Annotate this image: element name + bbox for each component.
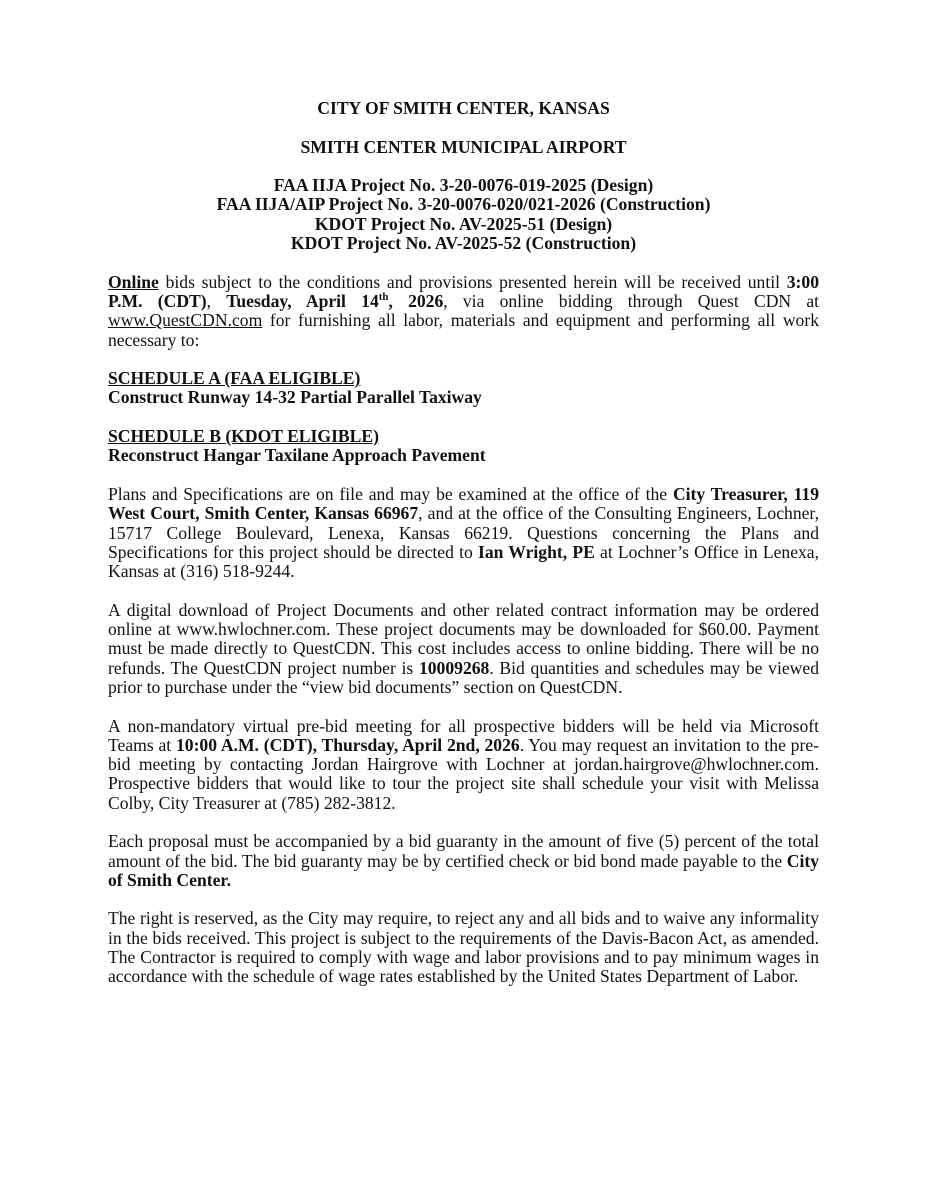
text-run: for furnishing all labor, materials and equipment and performing all work necessary to:	[108, 310, 819, 350]
text-run: , via online bidding through Quest CDN at	[443, 290, 820, 311]
text-run: Each proposal must be accompanied by a bid guaranty in the amount of five (5) percent of the total amount of the bid. The bid guaranty may be by certified check or bid bond made payable to the	[108, 831, 819, 871]
prebid-datetime: 10:00 A.M. (CDT), Thursday, April 2nd, 2026	[175, 734, 520, 755]
text-run: ,	[206, 290, 227, 311]
text-run: bids subject to the conditions and provisions presented herein will be received until	[158, 271, 787, 292]
project-number-line-faa-design: FAA IIJA Project No. 3-20-0076-019-2025 (Design)	[273, 175, 654, 196]
text-run: , and at the office of the Consulting Engineers, Lochner, 15717 College Boulevard, Lenexa, Kansas 66219. Questions concerning the Plans and Specifications for this project should be directed to	[108, 503, 819, 562]
schedule-b	[108, 427, 819, 466]
text-run: A digital download of Project Documents and other related contract information may be ordered online at www.hwlochner.com. These project documents may be downloaded for $60.00. Payment must be made directly to QuestCDN. This cost includes access to online bidding. There will be no refunds. The QuestCDN project number is	[108, 599, 819, 678]
project-number-line-kdot-design: KDOT Project No. AV-2025-51 (Design)	[314, 213, 613, 234]
schedule-b-description: Reconstruct Hangar Taxilane Approach Pavement	[108, 445, 486, 466]
text-run: The right is reserved, as the City may require, to reject any and all bids and to waive any informality in the bids received. This project is subject to the requirements of the Davis-Bacon Act, as amended. The Contractor is required to comply with wage and labor provisions and to pay minimum wages in accordance with the schedule of wage rates established by the United States Department of Labor.	[108, 908, 819, 987]
schedule-a	[108, 369, 819, 408]
treasurer-address: City Treasurer, 119 West Court, Smith Center, Kansas 66967	[108, 483, 820, 524]
online-emphasis: Online	[108, 271, 159, 292]
bid-deadline-year: , 2026	[388, 290, 444, 311]
airport-title: SMITH CENTER MUNICIPAL AIRPORT	[300, 136, 627, 157]
text-run: at Lochner’s Office in Lenexa, Kansas at (316) 518-9244.	[108, 541, 820, 582]
download-paragraph	[108, 601, 819, 697]
payable-to: City of Smith Center.	[108, 850, 819, 890]
prebid-paragraph	[108, 717, 819, 813]
text-run: . Bid quantities and schedules may be viewed prior to purchase under the “view bid documents” section on QuestCDN.	[108, 657, 819, 697]
schedule-b-heading: SCHEDULE B (KDOT ELIGIBLE)	[108, 426, 379, 447]
text-run: . You may request an invitation to the pre-bid meeting by contacting Jordan Hairgrove with Lochner at jordan.hairgrove@hwlochner.com. Prospective bidders that would like to tour the project site shall schedule your visit with Melissa Colby, City Treasurer at (785) 282-3812.	[108, 734, 819, 813]
bid-deadline-time: 3:00 P.M. (CDT)	[108, 271, 819, 311]
plans-paragraph	[108, 485, 819, 581]
project-numbers	[108, 176, 819, 253]
project-number-line-kdot-construction: KDOT Project No. AV-2025-52 (Construction)	[290, 233, 637, 254]
bid-notice-content	[108, 99, 819, 1006]
engineer-contact: Ian Wright, PE	[477, 541, 595, 562]
questcdn-link[interactable]: www.QuestCDN.com	[108, 310, 263, 331]
bid-guaranty-paragraph	[108, 832, 819, 890]
schedule-a-description: Construct Runway 14-32 Partial Parallel Taxiway	[108, 387, 482, 408]
bid-deadline-date: Tuesday, April 14	[226, 290, 379, 311]
city-title: CITY OF SMITH CENTER, KANSAS	[317, 98, 610, 118]
schedule-a-heading: SCHEDULE A (FAA ELIGIBLE)	[108, 368, 361, 389]
opening-paragraph	[108, 273, 819, 350]
questcdn-project-number: 10009268	[418, 657, 490, 678]
project-number-line-faa-construction: FAA IIJA/AIP Project No. 3-20-0076-020/021-2026 (Construction)	[216, 194, 711, 215]
text-run: A non-mandatory virtual pre-bid meeting for all prospective bidders will be held via Microsoft Teams at	[108, 715, 819, 755]
rights-paragraph	[108, 909, 819, 986]
ordinal-suffix: th	[378, 291, 389, 304]
text-run: Plans and Specifications are on file and may be examined at the office of the	[108, 483, 673, 504]
